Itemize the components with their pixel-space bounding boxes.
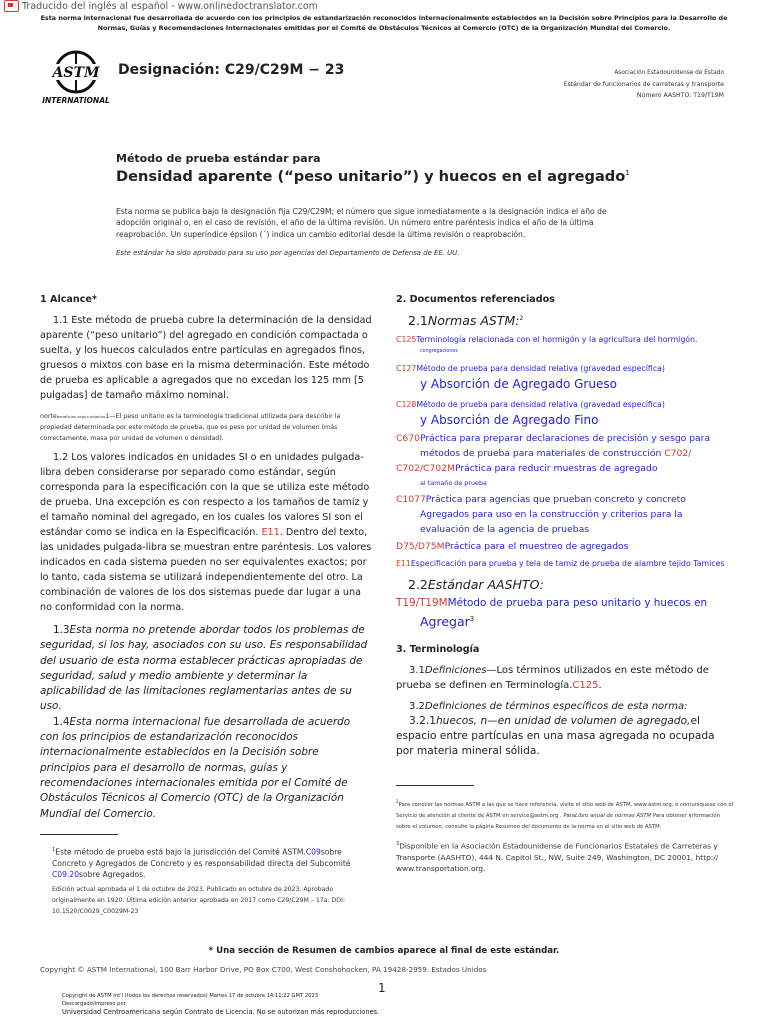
ref-item-t19[interactable]	[396, 596, 734, 611]
astm-logo-icon	[42, 48, 110, 106]
ref-item-d75[interactable]	[396, 539, 734, 554]
licence-line3: Universidad Centroamericana según Contrato de Licencia. No se autorizan más reproducciones.	[62, 1008, 380, 1016]
paragraph-1-2	[40, 450, 372, 615]
p3-2-1-num: 3.2.1	[409, 715, 436, 728]
header-note: Esta norma internacional fue desarrollada de acuerdo con los principios de estandarización reconocidos internacionalmente establecidos en la Decisión sobre Principios para la Desarrollo de Normas, Guías y Recomendaciones Internacionales emitidas por el Comité de Obstáculos Técnicos al Comercio (OTC) de la Organización Mundial del Comercio.	[40, 14, 728, 32]
astm-num: 2.1	[408, 313, 428, 328]
ref-text[interactable]: Práctica para reducir muestras de agregado	[454, 463, 658, 474]
ref-code[interactable]: T19/T19M	[396, 597, 448, 609]
ref-item-c127[interactable]	[396, 361, 734, 376]
licence-block	[62, 992, 379, 1016]
paragraph-1-1: 1.1 Este método de prueba cubre la determinación de la densidad aparente (“peso unitario”) del agregado en condición compactada o suelta, y los huecos calculados entre partículas en agregados finos, gruesos o mixtos con base en la misma determinación. Este método de prueba es aplicable a agregados que no excedan los 125 mm [5 pulgadas] de tamaño máximo nominal.	[40, 315, 372, 401]
page-number: 1	[378, 981, 386, 995]
section-heading-scope: 1 Alcance*	[40, 294, 97, 305]
association-block	[564, 68, 724, 101]
association-line2: Estándar de funcionarios de carreteras y transporte	[563, 81, 724, 88]
footnote-2-a: Para conocer las normas ASTM a las que se hace referencia, visite el sitio web de ASTM, www.astm.org, o comuníquese con el Servicio de atención al cliente de ASTM en service@astm.org . Para	[396, 801, 734, 819]
note-1	[40, 411, 372, 444]
ref-item-c702[interactable]	[396, 461, 734, 476]
document-title	[116, 168, 630, 185]
paragraph-3-2-1	[396, 714, 734, 759]
summary-of-changes-note: * Una sección de Resumen de cambios aparece al final de este estándar.	[208, 946, 560, 956]
paragraph-3-1: 3.1Definiciones—Los términos utilizados en este método de prueba se definen en Terminología.C125.	[396, 665, 709, 692]
ref-link-c125[interactable]: C125	[572, 680, 599, 692]
p3-1-label: Definiciones	[424, 665, 487, 677]
logo-caption: INTERNATIONAL	[42, 96, 110, 105]
footnote-1	[40, 845, 372, 881]
aashto-heading	[408, 577, 734, 592]
p3-2-1-label: huecos, n—en unidad de volumen de agregado,	[435, 715, 691, 728]
ref-text[interactable]: Especificación para prueba y tela de tamiz de prueba de alambre tejido Tamices	[410, 559, 725, 568]
note-text: 1—El peso unitario es la terminología tradicional utilizada para describir la propiedad determinada por este método de prueba, que es peso por unidad de volumen (más correctamente, masa por unidad de volumen o densidad).	[40, 413, 341, 442]
ref-item-c125[interactable]	[396, 332, 734, 347]
designation: Designación: C29/C29M − 23	[118, 62, 345, 78]
footnote-1-a: Este método de prueba está bajo la jurisdicción del Comité ASTM.	[55, 847, 306, 857]
aashto-sup: 3	[469, 615, 475, 623]
ref-item-c670[interactable]	[396, 431, 734, 461]
ref-text-2[interactable]: Agregar	[420, 614, 470, 630]
p3-2-num: 3.2	[409, 701, 425, 713]
footnote-3	[396, 839, 734, 875]
document-subtitle: Método de prueba estándar para	[116, 152, 321, 165]
astm-logo	[42, 48, 110, 106]
ref-item-c127-sub[interactable]: y Absorción de Agregado Grueso	[420, 377, 617, 391]
ref-text[interactable]: Método de prueba para densidad relativa (gravedad específica)	[416, 364, 665, 373]
p3-2-1-text: el espacio entre partículas en una masa agregada no ocupada por materia mineral sólida.	[396, 715, 715, 758]
ref-text[interactable]: Práctica para el muestreo de agregados	[444, 541, 629, 552]
paragraph-1-4	[40, 715, 372, 822]
right-column	[396, 294, 734, 875]
footnote-divider-right	[396, 785, 474, 786]
ref-item-c128-sub[interactable]: y Absorción de Agregado Fino	[420, 413, 599, 427]
ref-code[interactable]: C670	[396, 433, 420, 444]
paragraph-1-4-text: Esta norma internacional fue desarrollada de acuerdo con los principios de estandarización reconocidos internacionalmente establecidos en la Decisión sobre principios para el desarrollo de normas, guías y recomendaciones internacionales emitida por el Comité de Obstáculos Técnicos al Comercio (OTC) de la Organización Mundial del Comercio.	[40, 715, 351, 820]
note-prefix: norte	[40, 413, 57, 420]
ref-code[interactable]: C125	[396, 335, 417, 344]
paragraph-1-4-num: 1.4	[53, 715, 70, 728]
ref-code[interactable]: D75/D75M	[396, 541, 445, 552]
aashto-label: Estándar AASHTO:	[427, 577, 544, 592]
intro-paragraph: Esta norma se publica bajo la designación fija C29/C29M; el número que sigue inmediatamente a la designación indica el año de adopción original o, en el caso de revisión, el año de la última revisión. Un número entre paréntesis indica el año de la última reaprobación. Un superíndice épsilon (´) indica un cambio editorial desde la última revisión o reaprobación.	[116, 207, 607, 239]
ref-text[interactable]: Método de prueba para peso unitario y huecos en	[447, 597, 708, 609]
footnote-3-sup: 3	[396, 840, 400, 847]
paragraph-1-3-num: 1.3	[53, 624, 70, 636]
translator-text[interactable]: Traducido del inglés al español - www.onlinedoctranslator.com	[22, 0, 318, 12]
paragraph-3-2	[396, 699, 734, 714]
p3-1-num: 3.1	[409, 665, 425, 677]
ref-code[interactable]: C702/C702M	[396, 463, 455, 474]
ref-item-c125-sub: congregaciones	[420, 349, 458, 354]
ref-text[interactable]: Práctica para preparar declaraciones de precisión y sesgo para métodos de prueba para materiales de construcción	[419, 433, 711, 459]
association-line3: Número AASHTO: T19/T19M	[636, 92, 724, 99]
p3-1-text: —Los términos utilizados en este método de prueba se definen en Terminología.	[396, 665, 709, 692]
ref-link-c09[interactable]: C09	[305, 847, 321, 857]
astm-standards-heading	[408, 313, 734, 328]
ref-text[interactable]: Práctica para agencias que prueban concreto y concreto Agregados para uso en la construcción y criterios para la evaluación de la agencia de pruebas	[420, 494, 686, 535]
title-footnote-ref: 1	[625, 169, 630, 178]
paragraph-1-2-b: . Dentro del texto, las unidades pulgada-libra se muestran entre paréntesis. Los valores indicados en cada sistema pueden no ser equivalentes exactos; por lo tanto, cada sistema se utilizará independientemente del otro. La combinación de valores de los dos sistemas puede dar lugar a una no conformidad con la norma.	[40, 527, 372, 613]
ref-item-t19-sub[interactable]	[396, 611, 734, 630]
p3-2-label: Definiciones de términos específicos de esta norma:	[424, 701, 688, 713]
section-heading-references: 2. Documentos referenciados	[396, 294, 555, 305]
approval-note: Este estándar ha sido aprobado para su uso por agencias del Departamento de Defensa de EE. UU.	[116, 249, 460, 257]
ref-item-c702-sub[interactable]: al tamaño de prueba	[420, 479, 487, 487]
ref-code-c702-inline[interactable]: C702/	[664, 448, 692, 459]
licence-line2: Descargado/impreso por	[62, 1001, 126, 1007]
ref-code[interactable]: C128	[396, 400, 417, 409]
paragraph-1-3-text: Esta norma no pretende abordar todos los problemas de seguridad, si los hay, asociados con su uso. Es responsabilidad del usuario de esta norma establecer prácticas apropiadas de seguridad, salud y medio ambiente y determinar la aplicabilidad de las limitaciones reglamentarias antes de su uso.	[40, 624, 368, 713]
association-line1: Asociación Estadounidense de Estado	[614, 70, 724, 76]
footnote-2-italic: Libro anual de normas ASTM	[575, 812, 652, 819]
astm-sup: 2	[519, 314, 524, 322]
translator-icon	[4, 0, 19, 12]
licence-line1: Copyright de ASTM Int'l (todos los derechos reservados) Martes 17 de octubre 14:11:22 GMT 2023	[62, 993, 319, 999]
aashto-num: 2.2	[408, 577, 428, 592]
footnote-1-c: sobre Agregados.	[79, 870, 146, 880]
translator-banner[interactable]	[4, 0, 318, 12]
ref-code[interactable]: C127	[396, 364, 417, 373]
ref-code[interactable]: E11	[396, 559, 411, 568]
logo-text: ASTM	[52, 65, 100, 81]
footnote-1-sup: 1	[52, 846, 56, 853]
copyright-line: Copyright © ASTM International, 100 Barr Harbor Drive, PO Box C700, West Conshohocken, PA 19428-2959. Estados Unidos	[40, 965, 487, 974]
section-heading-terminology: 3. Terminología	[396, 644, 480, 656]
paragraph-1-2-a: 1.2 Los valores indicados en unidades SI o en unidades pulgada-libra deben considerarse por separado como estándar, según corresponda para la especificación con la que se utiliza este método de prueba. Una excepción es con respecto a los tamaños de tamiz y el tamaño nominal del agregado, en los cuales los valores SI son el estándar como se indica en la Especificación.	[40, 452, 370, 538]
note-small: beneficios según objetivo	[56, 414, 106, 419]
footnote-2	[396, 796, 734, 833]
ref-text[interactable]: Método de prueba para densidad relativa (gravedad específica)	[416, 400, 665, 409]
footnote-divider-left	[40, 834, 118, 835]
left-column	[40, 294, 372, 917]
footnote-2-sup: 2	[396, 799, 399, 805]
ref-item-c1077[interactable]	[396, 492, 734, 537]
ref-code[interactable]: C1077	[396, 494, 426, 505]
footnote-1-edition: Edición actual aprobada el 1 de octubre de 2023. Publicado en octubre de 2023. Aprobado originalmente en 1920. Última edición anterior aprobada en 2017 como C29/C29M – 17a. DOI: 10.1520/C0029_C0029M-23	[52, 885, 346, 915]
footnote-1-b: sobre Concreto y Agregados de Concreto y es responsabilidad directa del Subcomité	[52, 847, 351, 868]
ref-link-c09-20[interactable]: C09.20	[52, 870, 80, 880]
ref-link-e11[interactable]: E11	[261, 527, 280, 538]
footnote-3-text: Disponible en la Asociación Estadounidense de Funcionarios Estatales de Carreteras y Transporte (AASHTO), 444 N. Capitol St., NW, Suite 249, Washington, DC 20001, http:// www.transportation.org.	[396, 841, 719, 874]
document-title-text: Densidad aparente (“peso unitario”) y huecos en el agregado	[116, 168, 626, 185]
ref-text[interactable]: Terminología relacionada con el hormigón y la agricultura del hormigón.	[416, 335, 698, 344]
ref-item-e11[interactable]	[396, 556, 734, 571]
ref-item-c128[interactable]	[396, 397, 734, 412]
footnote-2-b: Para obtener información sobre el volumen, consulte la página Resumen del documento de la norma en el sitio web de ASTM.	[396, 812, 720, 830]
astm-label: Normas ASTM:	[427, 313, 520, 328]
paragraph-1-3	[40, 623, 372, 715]
